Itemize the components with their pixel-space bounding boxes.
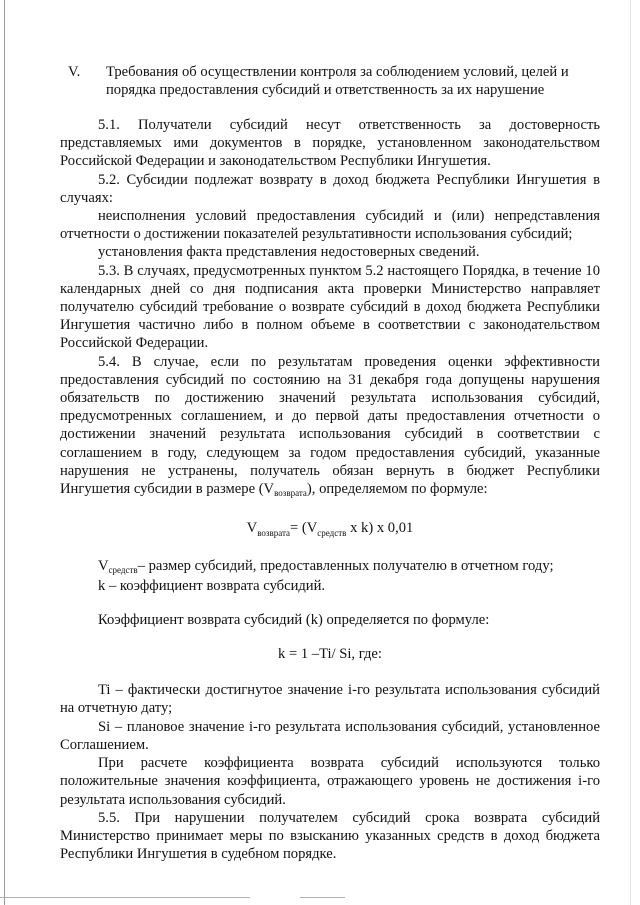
coefficient-intro: Коэффициент возврата субсидий (k) определяется по формуле: [98, 611, 490, 628]
formula-rhs: x k) x 0,01 [346, 520, 414, 537]
paragraph-5-1: 5.1. Получатели субсидий несут ответственность за достоверность представляемых ими документов в порядке, установленном законодательством Российской Федерации и законодательством Республики Ингушетия. [60, 117, 600, 170]
document-body [60, 116, 600, 863]
definition-v-symbol: V [98, 558, 109, 575]
definition-k: k – коэффициент возврата субсидий. [98, 577, 326, 594]
bottom-rule [0, 897, 250, 898]
paragraph-5-4 [60, 353, 600, 500]
definition-v-sredstv [60, 557, 600, 576]
section-title: Требования об осуществлении контроля за соблюдением условий, целей и порядка предоставления субсидий и ответственность за их нарушение [106, 64, 569, 99]
left-margin-line [4, 0, 5, 905]
formula-rhs-sub: средств [317, 528, 347, 539]
section-heading [60, 63, 600, 99]
paragraph-case-1: неисполнения условий предоставления субсидий и (или) непредставления отчетности о достижении показателей результативности использования субсидий; [60, 208, 600, 243]
formula-lhs-sub: возврата [257, 528, 291, 539]
definition-ti: Ti – фактически достигнутое значение i-го результата использования субсидий на отчетную дату; [60, 682, 600, 717]
formula-coefficient: k = 1 –Ti/ Si, где: [278, 646, 382, 663]
section-number: V. [68, 64, 81, 80]
paragraph-5-5: 5.5. При нарушении получателем субсидий срока возврата субсидий Министерство принимает меры по взысканию указанных средств в доход бюджета Республики Ингушетия в судебном порядке. [60, 809, 600, 863]
paragraph-5-2: 5.2. Субсидии подлежат возврату в доход бюджета Республики Ингушетия в случаях: [60, 171, 600, 206]
formula-eq: = (V [290, 520, 318, 537]
paragraph-calculation: При расчете коэффициента возврата субсидий используются только положительные значения коэффициента, отражающего уровень не достижения i-го результата использования субсидий. [60, 755, 600, 808]
definition-v-sub: средств [108, 565, 138, 576]
paragraph-5-4-text: 5.4. В случае, если по результатам проведения оценки эффективности предоставления субсидий по состоянию на 31 декабря года допущены нарушения обязательств по достижению значений результата использования субсидий, предусмотренных соглашением, и до первой даты предоставления отчетности о достижении значений результата использования субсидий в соответствии с соглашением в году, следующем за годом предоставления субсидий, указанные нарушения не устранены, получатель обязан вернуть в бюджет Республики Ингушетия субсидии в размере (V [60, 353, 600, 498]
definition-si: Si – плановое значение i-го результата использования субсидий, установленное Соглашением. [60, 718, 600, 753]
bottom-rule-short [300, 897, 345, 898]
paragraph-case-2: установления факта представления недостоверных сведений. [98, 244, 480, 261]
right-edge-line [630, 0, 631, 905]
paragraph-5-4-tail: ), определяемом по формуле: [306, 481, 488, 498]
subscript-vozvrata: возврата [274, 488, 307, 499]
paragraph-5-3: 5.3. В случаях, предусмотренных пунктом 5.2 настоящего Порядка, в течение 10 календарных дней со дня подписания акта проверки Министерство направляет получателю субсидий требование о возврате субсидий в доход бюджета Республики Ингушетия частично либо в полном объеме в соответствии с законодательством Российской Федерации. [60, 262, 600, 352]
definition-v-text: – размер субсидий, предоставленных получателю в отчетном году; [137, 558, 554, 575]
formula-lhs: V [246, 520, 258, 537]
formula-return-amount [60, 519, 600, 537]
